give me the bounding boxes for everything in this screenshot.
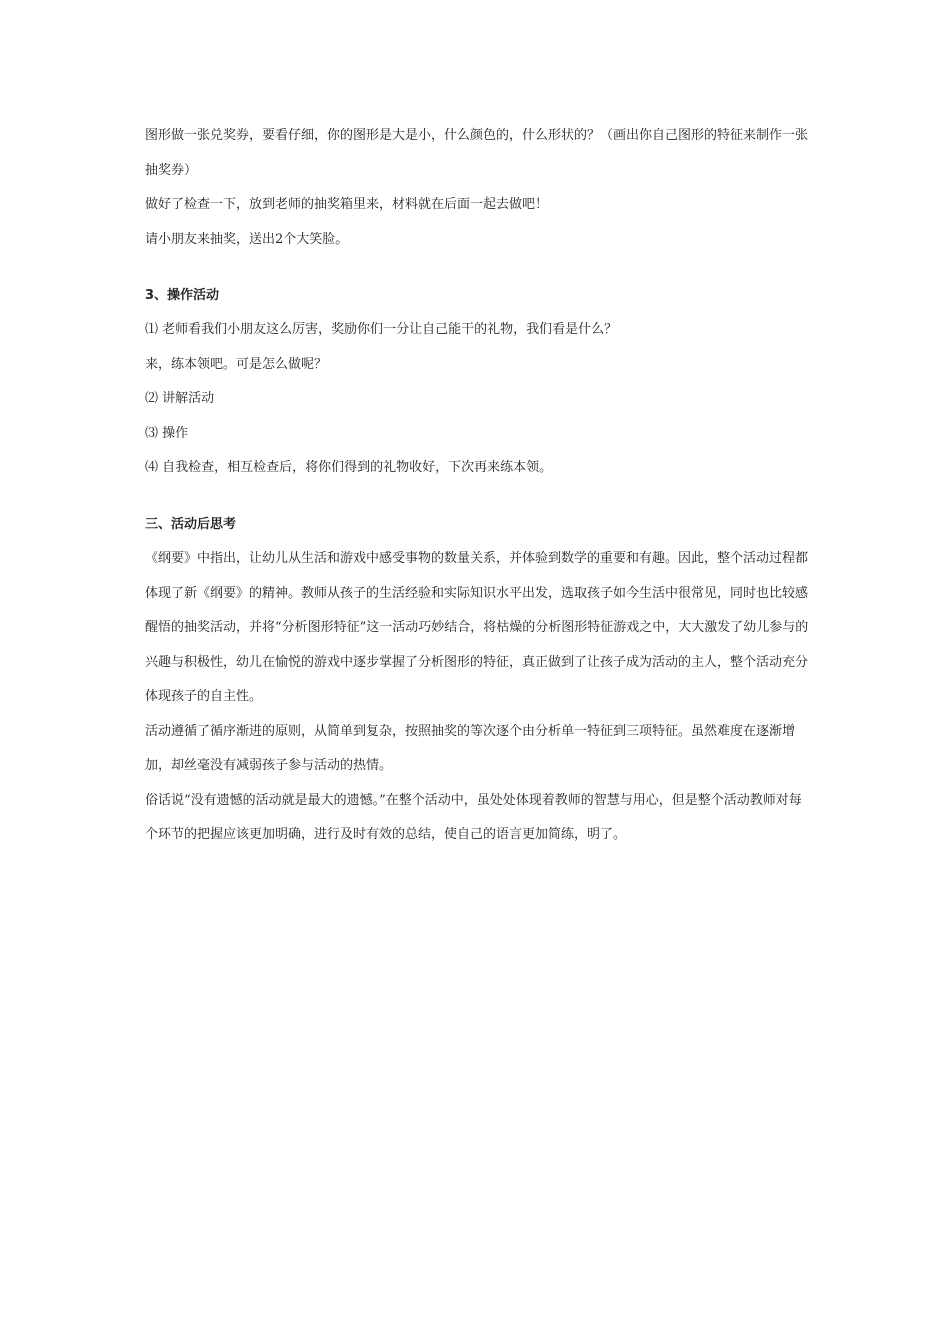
reflection-heading: 三、活动后思考 (145, 517, 237, 532)
section-3-operation (145, 279, 809, 486)
intro-paragraph-3: 请小朋友来抽奖，送出2个大笑脸。 (145, 231, 349, 247)
intro-paragraph-1: 图形做一张兑奖券，要看仔细，你的图形是大是小，什么颜色的，什么形状的？（画出你自己图形的特征来制作一张抽奖券） (145, 128, 809, 178)
reflection-paragraph-3: 俗话说“没有遗憾的活动就是最大的遗憾。”在整个活动中，虽处处体现着教师的智慧与用心，但是整个活动教师对每个环节的把握应该更加明确，进行及时有效的总结，使自己的语言更加简练，明了。 (145, 792, 802, 842)
section-3-item-4: ⑶ 操作 (145, 425, 189, 441)
section-3-item-2: 来，练本领吧。可是怎么做呢？ (145, 356, 328, 372)
section-3-item-3: ⑵ 讲解活动 (145, 391, 215, 406)
reflection-paragraph-1: 《纲要》中指出，让幼儿从生活和游戏中感受事物的数量关系，并体验到数学的重要和有趣。因此，整个活动过程都体现了新《纲要》的精神。教师从孩子的生活经验和实际知识水平出发，选取孩子如今生活中很常见，同时也比较感醒悟的抽奖活动，并将“分析图形特征”这一活动巧妙结合，将枯燥的分析图形特征游戏之中，大大激发了幼儿参与的兴趣与积极性，幼儿在愉悦的游戏中逐步掌握了分析图形的特征，真正做到了让孩子成为活动的主人，整个活动充分体现孩子的自主性。 (145, 551, 809, 704)
intro-section (145, 119, 809, 257)
section-3-item-1: ⑴ 老师看我们小朋友这么厉害，奖励你们一分让自己能干的礼物，我们看是什么？ (145, 322, 618, 337)
reflection-section (145, 508, 809, 853)
section-3-item-5: ⑷ 自我检查，相互检查后，将你们得到的礼物收好，下次再来练本领。 (145, 460, 553, 475)
reflection-paragraph-2: 活动遵循了循序渐进的原则，从简单到复杂，按照抽奖的等次逐个由分析单一特征到三项特征。虽然难度在逐渐增加，却丝毫没有减弱孩子参与活动的热情。 (145, 723, 796, 773)
intro-paragraph-2: 做好了检查一下，放到老师的抽奖箱里来，材料就在后面一起去做吧！ (145, 197, 549, 212)
section-3-heading: 3、操作活动 (145, 288, 220, 303)
